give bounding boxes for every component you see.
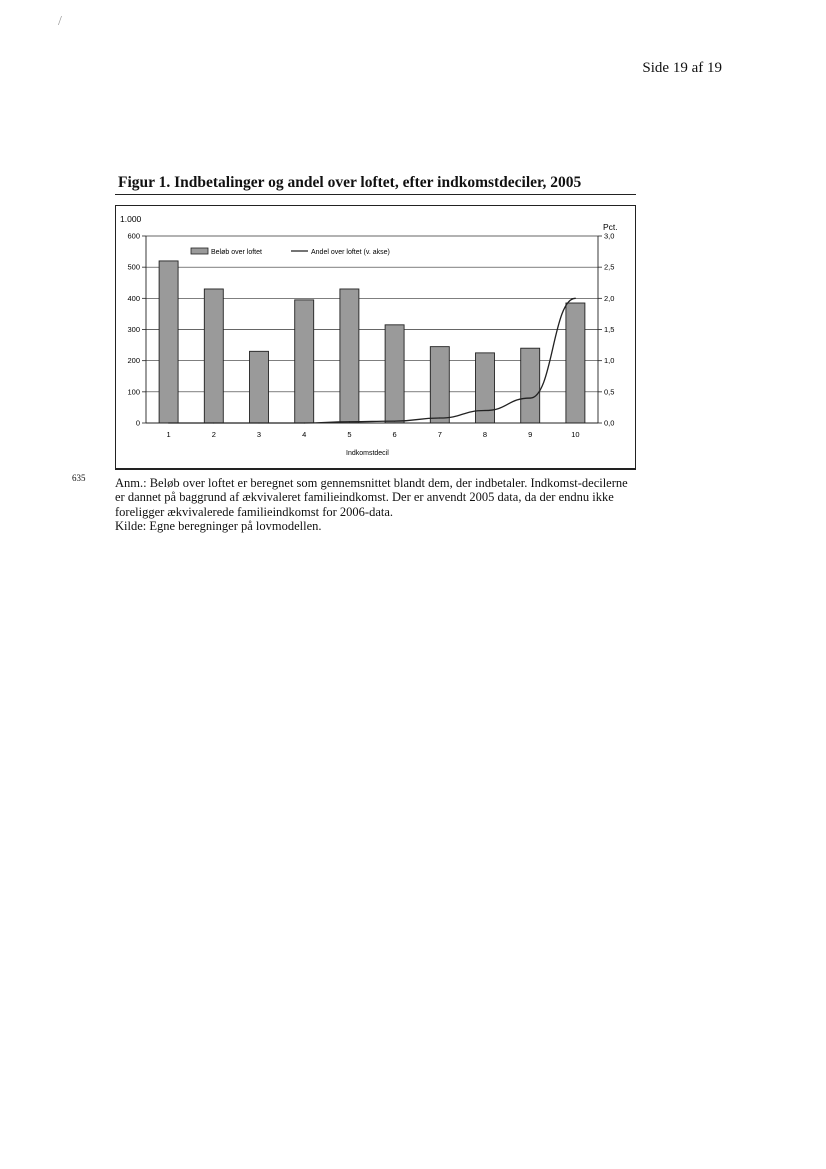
right-tick-label-5: 2,5 <box>604 262 615 272</box>
bar-decile-8 <box>476 353 495 423</box>
right-tick-label-4: 2,0 <box>604 293 615 303</box>
line-point-decile-7 <box>439 417 440 418</box>
x-tick-label-2: 2 <box>211 430 216 439</box>
right-axis-unit-label: Pct. <box>603 222 618 232</box>
line-number: 635 <box>72 473 86 483</box>
left-axis-unit-label: 1.000 <box>120 214 142 224</box>
chart-frame <box>115 205 636 469</box>
legend-line-label: Andel over loftet (v. akse) <box>311 249 390 256</box>
right-tick-label-1: 0,5 <box>604 387 615 397</box>
left-tick-label-0: 0 <box>135 418 140 428</box>
legend-bar-swatch <box>191 248 208 254</box>
figure-note-anm: Anm.: Beløb over loftet er beregnet som gennemsnittet blandt dem, der indbetaler. Indkomst-decilerne er dannet på baggrund af ækvivaleret familieindkomst. Der er anvendt 2005 data, da der endnu ikke foreligger ækvivalerede familieindkomst for 2006-data. <box>115 476 628 519</box>
x-tick-label-8: 8 <box>482 430 488 439</box>
figure-bottom-rule <box>115 469 636 470</box>
x-tick-label-7: 7 <box>437 430 442 439</box>
line-point-decile-10 <box>575 298 576 299</box>
right-tick-label-6: 3,0 <box>604 231 615 241</box>
x-tick-label-1: 1 <box>166 430 171 439</box>
bar-decile-1 <box>159 261 178 423</box>
left-tick-label-5: 500 <box>127 262 140 272</box>
bar-decile-7 <box>430 347 449 423</box>
left-tick-label-3: 300 <box>127 325 140 334</box>
figure-title-rule <box>115 194 636 195</box>
bar-decile-5 <box>340 289 359 423</box>
line-point-decile-6 <box>394 421 395 422</box>
x-tick-label-3: 3 <box>256 430 262 439</box>
scan-artifact: / <box>58 14 62 29</box>
left-tick-label-6: 600 <box>127 231 140 241</box>
line-point-decile-5 <box>349 421 350 422</box>
left-tick-label-1: 100 <box>127 387 140 397</box>
x-tick-label-4: 4 <box>302 430 307 439</box>
x-tick-label-10: 10 <box>571 430 580 439</box>
right-tick-label-3: 1,5 <box>604 325 615 334</box>
bar-decile-10 <box>566 303 585 423</box>
x-tick-label-9: 9 <box>528 430 533 439</box>
right-tick-label-0: 0,0 <box>604 418 615 428</box>
bar-decile-6 <box>385 325 404 423</box>
combo-chart <box>116 206 637 470</box>
figure-source: Kilde: Egne beregninger på lovmodellen. <box>115 519 322 534</box>
right-tick-label-2: 1,0 <box>604 356 615 366</box>
line-point-decile-8 <box>484 410 485 411</box>
left-tick-label-2: 200 <box>127 356 140 366</box>
left-tick-label-4: 400 <box>127 293 140 303</box>
bar-decile-2 <box>204 289 223 423</box>
x-tick-label-6: 6 <box>392 430 397 439</box>
x-axis-title: Indkomstdecil <box>346 450 389 457</box>
figure-notes <box>115 476 635 534</box>
line-point-decile-9 <box>530 397 531 398</box>
bar-decile-9 <box>521 348 540 423</box>
x-tick-label-5: 5 <box>347 430 352 439</box>
legend <box>191 248 390 256</box>
axes <box>127 232 614 440</box>
bar-decile-4 <box>295 300 314 423</box>
page-number-header: Side 19 af 19 <box>642 60 722 76</box>
figure-title: Figur 1. Indbetalinger og andel over loftet, efter indkomstdeciler, 2005 <box>118 174 582 191</box>
legend-bar-label: Beløb over loftet <box>211 249 262 256</box>
bar-decile-3 <box>250 351 269 423</box>
